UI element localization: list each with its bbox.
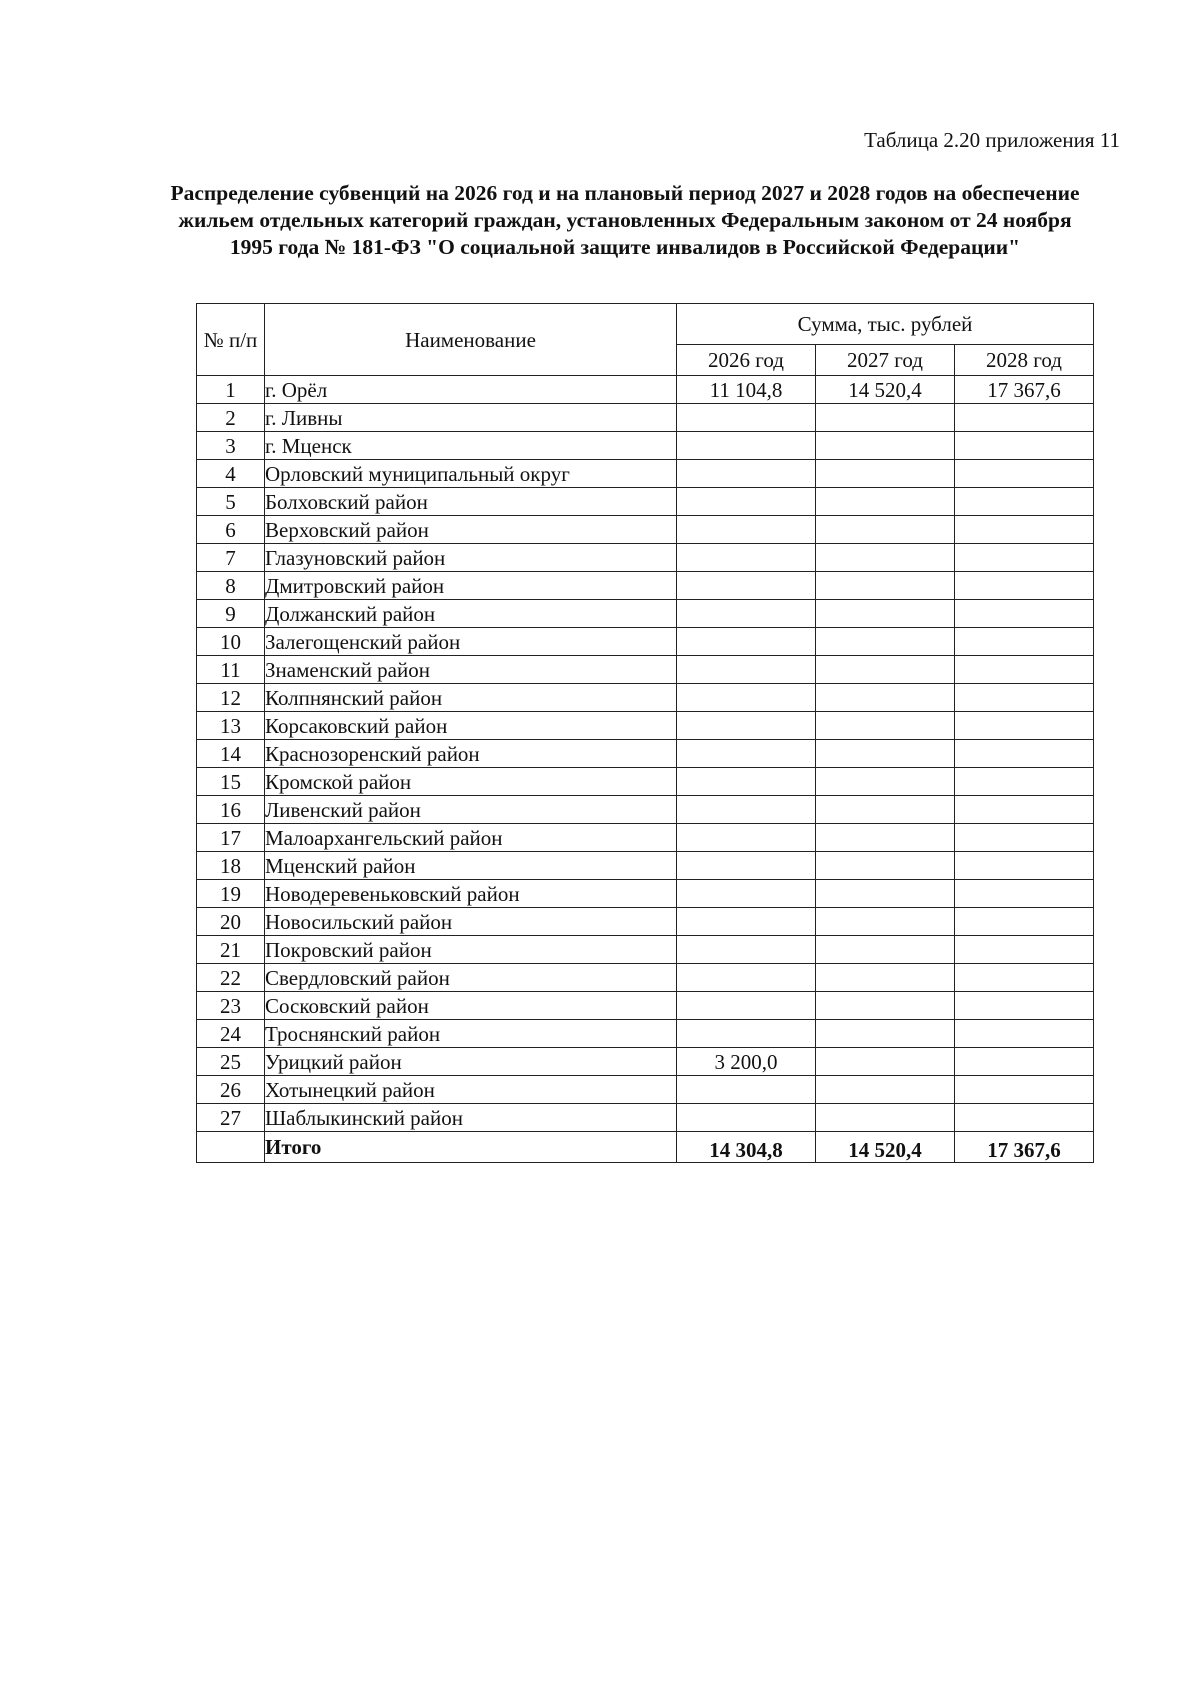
row-name: Колпнянский район bbox=[265, 684, 677, 712]
row-value-2028 bbox=[955, 936, 1094, 964]
row-value-2027 bbox=[816, 768, 955, 796]
table-row bbox=[197, 1048, 1094, 1076]
row-number: 13 bbox=[197, 712, 265, 740]
table-row bbox=[197, 908, 1094, 936]
row-value-2027 bbox=[816, 1076, 955, 1104]
table-row bbox=[197, 460, 1094, 488]
header-sum: Сумма, тыс. рублей bbox=[677, 304, 1094, 345]
row-value-2027 bbox=[816, 1048, 955, 1076]
row-value-2027 bbox=[816, 516, 955, 544]
row-value-2028 bbox=[955, 740, 1094, 768]
row-name: Орловский муниципальный округ bbox=[265, 460, 677, 488]
row-number: 8 bbox=[197, 572, 265, 600]
row-value-2027 bbox=[816, 1020, 955, 1048]
row-value-2026 bbox=[677, 432, 816, 460]
row-value-2028 bbox=[955, 712, 1094, 740]
row-value-2027 bbox=[816, 572, 955, 600]
row-value-2026 bbox=[677, 964, 816, 992]
row-number: 20 bbox=[197, 908, 265, 936]
table-body bbox=[197, 376, 1094, 1163]
total-label: Итого bbox=[265, 1132, 677, 1163]
row-name: Глазуновский район bbox=[265, 544, 677, 572]
row-value-2028 bbox=[955, 852, 1094, 880]
row-number: 23 bbox=[197, 992, 265, 1020]
row-number: 17 bbox=[197, 824, 265, 852]
table-row bbox=[197, 824, 1094, 852]
header-year-2027: 2027 год bbox=[816, 345, 955, 376]
table-row bbox=[197, 376, 1094, 404]
row-value-2027 bbox=[816, 908, 955, 936]
distribution-table bbox=[196, 303, 1094, 1163]
total-2026: 14 304,8 bbox=[677, 1132, 816, 1163]
row-name: Новосильский район bbox=[265, 908, 677, 936]
row-number: 24 bbox=[197, 1020, 265, 1048]
row-value-2028 bbox=[955, 404, 1094, 432]
row-value-2026 bbox=[677, 712, 816, 740]
row-value-2027 bbox=[816, 936, 955, 964]
row-value-2027 bbox=[816, 656, 955, 684]
row-value-2028 bbox=[955, 460, 1094, 488]
row-value-2026 bbox=[677, 488, 816, 516]
row-value-2028 bbox=[955, 992, 1094, 1020]
header-year-2026: 2026 год bbox=[677, 345, 816, 376]
row-number: 2 bbox=[197, 404, 265, 432]
row-value-2026 bbox=[677, 1104, 816, 1132]
row-number: 14 bbox=[197, 740, 265, 768]
row-value-2026 bbox=[677, 992, 816, 1020]
table-caption: Таблица 2.20 приложения 11 bbox=[864, 128, 1120, 152]
table-row bbox=[197, 992, 1094, 1020]
row-value-2026 bbox=[677, 544, 816, 572]
row-value-2026 bbox=[677, 852, 816, 880]
row-value-2027 bbox=[816, 488, 955, 516]
row-value-2028 bbox=[955, 516, 1094, 544]
header-name: Наименование bbox=[265, 304, 677, 376]
table-row bbox=[197, 1020, 1094, 1048]
row-number: 11 bbox=[197, 656, 265, 684]
row-value-2028 bbox=[955, 432, 1094, 460]
row-value-2028 bbox=[955, 964, 1094, 992]
row-number: 9 bbox=[197, 600, 265, 628]
row-number: 21 bbox=[197, 936, 265, 964]
row-value-2028 bbox=[955, 824, 1094, 852]
row-value-2027 bbox=[816, 824, 955, 852]
row-number: 6 bbox=[197, 516, 265, 544]
row-value-2028 bbox=[955, 488, 1094, 516]
row-number: 19 bbox=[197, 880, 265, 908]
row-value-2026 bbox=[677, 684, 816, 712]
row-value-2026 bbox=[677, 516, 816, 544]
table-row bbox=[197, 684, 1094, 712]
total-row bbox=[197, 1132, 1094, 1163]
document-title: Распределение субвенций на 2026 год и на плановый период 2027 и 2028 годов на обеспечение жильем отдельных категорий граждан, установленных Федеральным законом от 24 ноября 1995 года № 181-ФЗ "О социальной защите инвалидов в Российской Федерации" bbox=[170, 181, 1080, 259]
row-number: 15 bbox=[197, 768, 265, 796]
row-name: Новодеревеньковский район bbox=[265, 880, 677, 908]
row-number: 1 bbox=[197, 376, 265, 404]
row-value-2026 bbox=[677, 572, 816, 600]
row-number: 25 bbox=[197, 1048, 265, 1076]
row-value-2028 bbox=[955, 628, 1094, 656]
row-value-2028 bbox=[955, 796, 1094, 824]
row-value-2028: 17 367,6 bbox=[955, 376, 1094, 404]
row-name: Болховский район bbox=[265, 488, 677, 516]
row-value-2026 bbox=[677, 768, 816, 796]
row-number: 16 bbox=[197, 796, 265, 824]
row-number: 5 bbox=[197, 488, 265, 516]
row-number: 7 bbox=[197, 544, 265, 572]
table-row bbox=[197, 1104, 1094, 1132]
table-row bbox=[197, 1076, 1094, 1104]
table-row bbox=[197, 796, 1094, 824]
row-value-2027 bbox=[816, 404, 955, 432]
row-value-2026: 11 104,8 bbox=[677, 376, 816, 404]
row-value-2026: 3 200,0 bbox=[677, 1048, 816, 1076]
row-value-2027 bbox=[816, 712, 955, 740]
row-name: Кромской район bbox=[265, 768, 677, 796]
row-name: Корсаковский район bbox=[265, 712, 677, 740]
row-value-2027 bbox=[816, 432, 955, 460]
row-value-2027 bbox=[816, 852, 955, 880]
row-name: Краснозоренский район bbox=[265, 740, 677, 768]
row-value-2026 bbox=[677, 1020, 816, 1048]
row-name: Шаблыкинский район bbox=[265, 1104, 677, 1132]
row-name: Дмитровский район bbox=[265, 572, 677, 600]
row-value-2027 bbox=[816, 796, 955, 824]
row-name: Урицкий район bbox=[265, 1048, 677, 1076]
row-value-2027 bbox=[816, 740, 955, 768]
row-value-2027 bbox=[816, 880, 955, 908]
row-number: 26 bbox=[197, 1076, 265, 1104]
row-number: 22 bbox=[197, 964, 265, 992]
row-value-2028 bbox=[955, 600, 1094, 628]
table-row bbox=[197, 936, 1094, 964]
row-number: 18 bbox=[197, 852, 265, 880]
row-name: Верховский район bbox=[265, 516, 677, 544]
row-value-2028 bbox=[955, 572, 1094, 600]
row-value-2026 bbox=[677, 824, 816, 852]
row-value-2026 bbox=[677, 1076, 816, 1104]
row-value-2028 bbox=[955, 768, 1094, 796]
table-row bbox=[197, 432, 1094, 460]
row-name: Сосковский район bbox=[265, 992, 677, 1020]
row-value-2027 bbox=[816, 1104, 955, 1132]
table-row bbox=[197, 572, 1094, 600]
row-number: 12 bbox=[197, 684, 265, 712]
header-number: № п/п bbox=[197, 304, 265, 376]
row-value-2028 bbox=[955, 880, 1094, 908]
row-value-2026 bbox=[677, 908, 816, 936]
row-name: Должанский район bbox=[265, 600, 677, 628]
table-row bbox=[197, 768, 1094, 796]
row-value-2027 bbox=[816, 992, 955, 1020]
row-value-2026 bbox=[677, 460, 816, 488]
table-row bbox=[197, 712, 1094, 740]
row-number: 3 bbox=[197, 432, 265, 460]
row-name: Ливенский район bbox=[265, 796, 677, 824]
row-value-2026 bbox=[677, 796, 816, 824]
total-2027: 14 520,4 bbox=[816, 1132, 955, 1163]
table-row bbox=[197, 404, 1094, 432]
row-value-2026 bbox=[677, 740, 816, 768]
row-number: 4 bbox=[197, 460, 265, 488]
row-name: Залегощенский район bbox=[265, 628, 677, 656]
table-row bbox=[197, 852, 1094, 880]
row-value-2027 bbox=[816, 964, 955, 992]
table-row bbox=[197, 628, 1094, 656]
table-row bbox=[197, 516, 1094, 544]
row-name: Покровский район bbox=[265, 936, 677, 964]
row-value-2028 bbox=[955, 544, 1094, 572]
row-value-2026 bbox=[677, 880, 816, 908]
total-2028: 17 367,6 bbox=[955, 1132, 1094, 1163]
row-name: Хотынецкий район bbox=[265, 1076, 677, 1104]
row-name: Знаменский район bbox=[265, 656, 677, 684]
row-name: Малоархангельский район bbox=[265, 824, 677, 852]
row-value-2028 bbox=[955, 684, 1094, 712]
row-value-2027: 14 520,4 bbox=[816, 376, 955, 404]
row-number: 27 bbox=[197, 1104, 265, 1132]
table-row bbox=[197, 544, 1094, 572]
table-row bbox=[197, 964, 1094, 992]
row-value-2027 bbox=[816, 460, 955, 488]
row-name: Свердловский район bbox=[265, 964, 677, 992]
row-value-2028 bbox=[955, 1104, 1094, 1132]
row-value-2027 bbox=[816, 684, 955, 712]
row-value-2028 bbox=[955, 1020, 1094, 1048]
table-row bbox=[197, 488, 1094, 516]
row-value-2028 bbox=[955, 1076, 1094, 1104]
row-value-2026 bbox=[677, 600, 816, 628]
row-name: Мценский район bbox=[265, 852, 677, 880]
table-header bbox=[197, 304, 1094, 376]
row-value-2027 bbox=[816, 544, 955, 572]
row-value-2027 bbox=[816, 628, 955, 656]
row-value-2026 bbox=[677, 936, 816, 964]
table-row bbox=[197, 600, 1094, 628]
row-value-2026 bbox=[677, 628, 816, 656]
row-value-2027 bbox=[816, 600, 955, 628]
row-name: г. Ливны bbox=[265, 404, 677, 432]
table-row bbox=[197, 740, 1094, 768]
table-row bbox=[197, 880, 1094, 908]
row-value-2028 bbox=[955, 1048, 1094, 1076]
row-value-2026 bbox=[677, 656, 816, 684]
table-row bbox=[197, 656, 1094, 684]
row-name: г. Орёл bbox=[265, 376, 677, 404]
row-value-2028 bbox=[955, 908, 1094, 936]
header-year-2028: 2028 год bbox=[955, 345, 1094, 376]
row-number: 10 bbox=[197, 628, 265, 656]
row-name: Троснянский район bbox=[265, 1020, 677, 1048]
total-num-cell bbox=[197, 1132, 265, 1163]
row-name: г. Мценск bbox=[265, 432, 677, 460]
row-value-2028 bbox=[955, 656, 1094, 684]
row-value-2026 bbox=[677, 404, 816, 432]
